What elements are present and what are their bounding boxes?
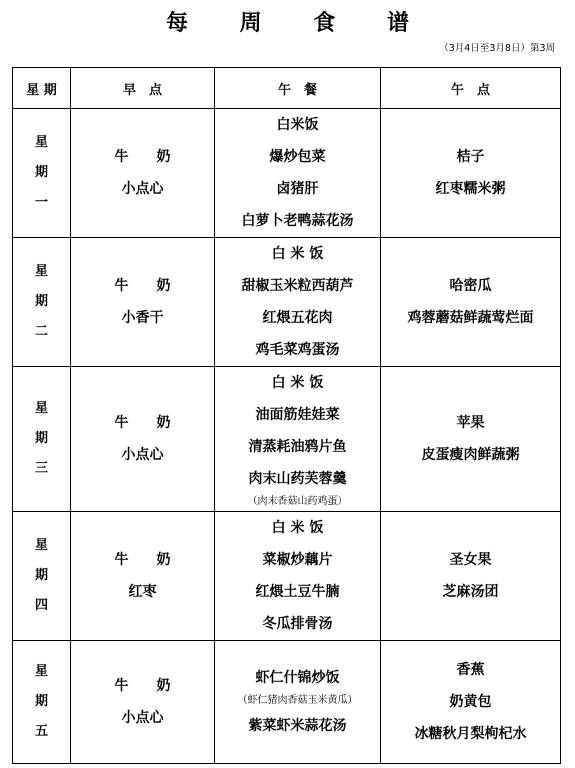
header-lunch: 午 餐 [215, 68, 381, 109]
lunch-cell [215, 641, 381, 764]
day-cell [13, 367, 71, 512]
snack-cell [381, 512, 561, 641]
lunch-cell [215, 109, 381, 238]
breakfast-item: 牛 奶 [114, 678, 171, 694]
lunch-item: 白 米 饭 [271, 520, 324, 536]
lunch-item: 卤猪肝 [276, 181, 319, 197]
lunch-item: 爆炒包菜 [269, 149, 326, 165]
lunch-item: 清蒸耗油鸦片鱼 [248, 439, 347, 455]
snack-item: 哈密瓜 [449, 278, 492, 294]
breakfast-item: 红枣 [128, 584, 157, 600]
breakfast-cell [71, 641, 215, 764]
breakfast-item: 牛 奶 [114, 278, 171, 294]
header-day: 星 期 [13, 68, 71, 109]
day-char: 星 [34, 401, 48, 416]
day-char: 三 [34, 461, 48, 476]
snack-item: 桔子 [456, 149, 485, 165]
snack-item: 芝麻汤团 [442, 584, 499, 600]
lunch-item: 菜椒炒藕片 [262, 552, 333, 568]
header-snack: 午 点 [381, 68, 561, 109]
header-breakfast: 早 点 [71, 68, 215, 109]
breakfast-cell [71, 512, 215, 641]
day-char: 期 [34, 165, 48, 180]
lunch-item: 白 米 饭 [271, 246, 324, 262]
snack-item: 苹果 [456, 415, 485, 431]
lunch-note: （肉末香菇山药鸡蛋） [247, 496, 348, 507]
breakfast-item: 小点心 [121, 447, 164, 463]
table-row [13, 367, 561, 512]
breakfast-item: 牛 奶 [114, 415, 171, 431]
snack-item: 红枣糯米粥 [435, 181, 506, 197]
lunch-item: 白 米 饭 [271, 375, 324, 391]
day-char: 五 [34, 724, 48, 739]
day-char: 星 [34, 664, 48, 679]
table-row [13, 109, 561, 238]
breakfast-item: 小香干 [121, 310, 164, 326]
breakfast-cell [71, 367, 215, 512]
day-cell [13, 109, 71, 238]
snack-item: 皮蛋瘦肉鲜蔬粥 [421, 447, 520, 463]
day-char: 期 [34, 568, 48, 583]
header-row [13, 68, 561, 109]
lunch-item: 红煨土豆牛腩 [255, 584, 340, 600]
snack-cell [381, 641, 561, 764]
page-title: 每 周 食 谱 [166, 10, 431, 36]
breakfast-item: 牛 奶 [114, 552, 171, 568]
snack-cell [381, 367, 561, 512]
lunch-item: 冬瓜排骨汤 [262, 616, 333, 632]
day-char: 一 [34, 195, 48, 210]
breakfast-item: 小点心 [121, 710, 164, 726]
lunch-cell [215, 238, 381, 367]
snack-cell [381, 238, 561, 367]
snack-cell [381, 109, 561, 238]
day-cell [13, 238, 71, 367]
date-range: （3月4日至3月8日）第3周 [439, 43, 555, 54]
table-row [13, 512, 561, 641]
breakfast-item: 小点心 [121, 181, 164, 197]
lunch-item: 肉末山药芙蓉羹 [248, 471, 347, 487]
lunch-item: 鸡毛菜鸡蛋汤 [255, 342, 340, 358]
day-char: 期 [34, 294, 48, 309]
lunch-item: 白米饭 [276, 117, 319, 133]
day-char: 期 [34, 694, 48, 709]
day-cell [13, 512, 71, 641]
snack-item: 圣女果 [449, 552, 492, 568]
snack-item: 香蕉 [456, 662, 485, 678]
lunch-item: 甜椒玉米粒西葫芦 [241, 278, 354, 294]
snack-item: 鸡蓉蘑菇鲜蔬莺烂面 [407, 310, 534, 326]
lunch-cell [215, 512, 381, 641]
table-row [13, 238, 561, 367]
table-row [13, 641, 561, 764]
day-char: 星 [34, 538, 48, 553]
lunch-note: （虾仁猪肉香菇玉米黄瓜） [237, 695, 358, 706]
day-char: 二 [34, 324, 48, 339]
day-cell [13, 641, 71, 764]
lunch-item: 白萝卜老鸭蒜花汤 [241, 213, 354, 229]
breakfast-cell [71, 109, 215, 238]
breakfast-item: 牛 奶 [114, 149, 171, 165]
day-char: 四 [34, 598, 48, 613]
lunch-cell [215, 367, 381, 512]
day-char: 星 [34, 264, 48, 279]
lunch-item: 虾仁什锦炒饭 [255, 670, 340, 686]
weekly-menu-table [12, 67, 561, 764]
lunch-item: 油面筋娃娃菜 [255, 407, 340, 423]
day-char: 星 [34, 135, 48, 150]
lunch-item: 红煨五花肉 [262, 310, 333, 326]
snack-item: 奶黄包 [449, 694, 492, 710]
lunch-item: 紫菜虾米蒜花汤 [248, 718, 347, 734]
breakfast-cell [71, 238, 215, 367]
snack-item: 冰糖秋月梨枸杞水 [414, 726, 527, 742]
day-char: 期 [34, 431, 48, 446]
